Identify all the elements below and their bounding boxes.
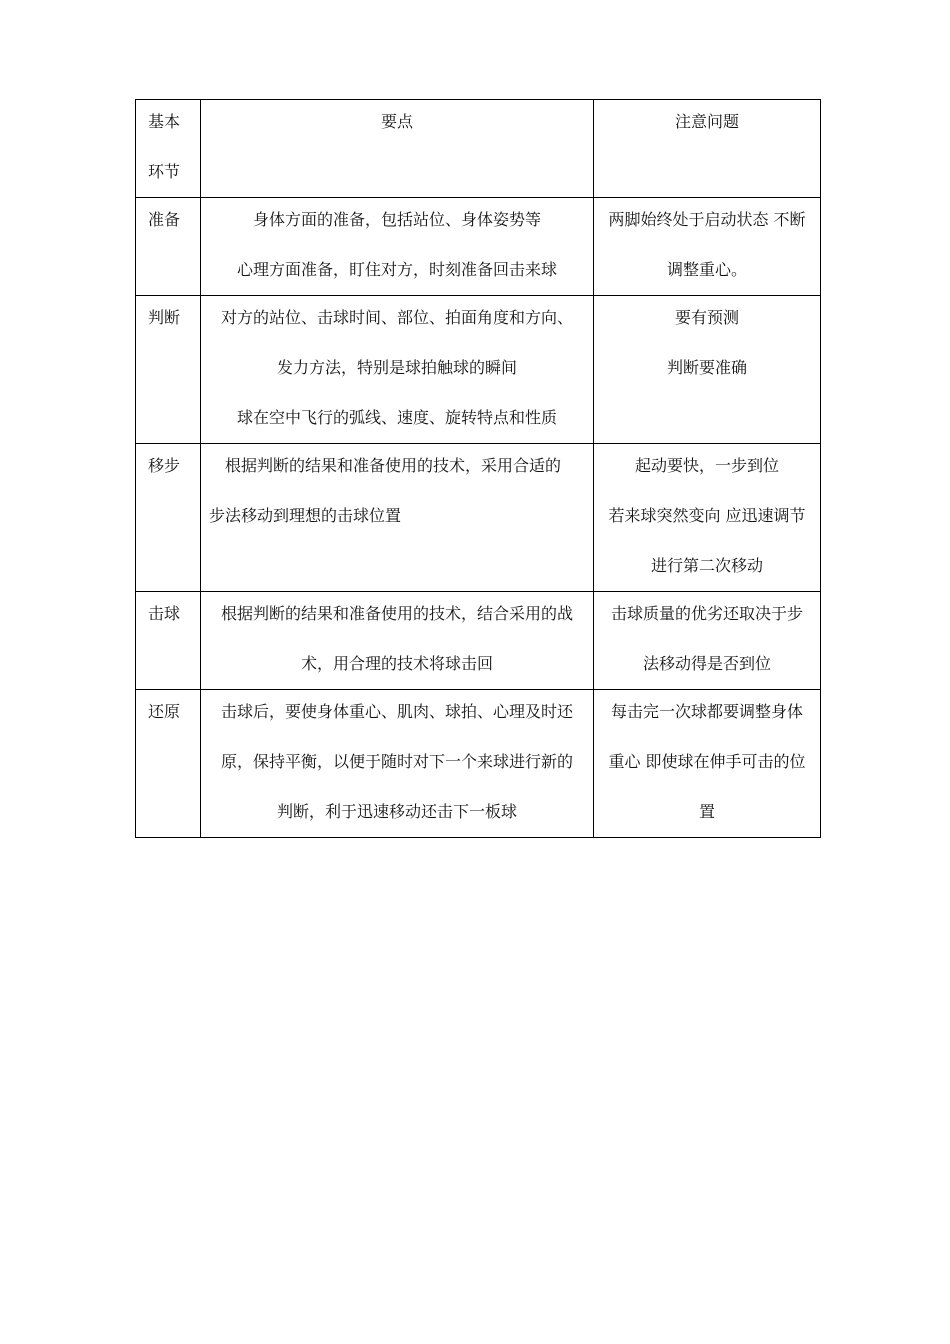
- stage-cell: [136, 296, 201, 444]
- stage-cell: [136, 690, 201, 838]
- table-row: [136, 296, 821, 444]
- points-line: 判断，利于迅速移动还击下一板球: [276, 802, 517, 821]
- points-line: 球在空中飞行的弧线、速度、旋转特点和性质: [236, 408, 557, 427]
- table-row: [136, 690, 821, 838]
- technique-table: [135, 99, 821, 838]
- notes-line: 法移动得是否到位: [642, 654, 771, 673]
- notes-line: 两脚始终处于启动状态 不断: [608, 210, 806, 229]
- header-points-line-1: 要点: [380, 112, 413, 131]
- table-row: [136, 592, 821, 690]
- stage-label: 移步: [148, 456, 181, 475]
- header-notes-line-1: 注意问题: [674, 112, 739, 131]
- points-line: 原，保持平衡，以便于随时对下一个来球进行新的: [220, 752, 573, 771]
- notes-line: 起动要快，一步到位: [634, 456, 779, 475]
- points-line: 对方的站位、击球时间、部位、拍面角度和方向、: [220, 308, 573, 327]
- stage-label: 判断: [148, 308, 181, 327]
- notes-line: 进行第二次移动: [650, 556, 763, 575]
- notes-line: 要有预测: [674, 308, 739, 327]
- stage-label: 准备: [148, 210, 181, 229]
- table-row: [136, 444, 821, 592]
- points-line: 术，用合理的技术将球击回: [300, 654, 493, 673]
- notes-line: 置: [698, 802, 715, 821]
- header-stage-line-1: 基本: [148, 112, 181, 131]
- notes-cell: [594, 690, 821, 838]
- points-line: 击球后，要使身体重心、肌肉、球拍、心理及时还: [220, 702, 573, 721]
- notes-line: 若来球突然变向 应迅速调节: [608, 506, 806, 525]
- notes-line: 重心 即使球在伸手可击的位: [608, 752, 806, 771]
- table-header-row: [136, 100, 821, 198]
- stage-label: 击球: [148, 604, 181, 623]
- points-cell: [201, 296, 594, 444]
- points-line: 根据判断的结果和准备使用的技术，结合采用的战: [220, 604, 573, 623]
- notes-cell: [594, 296, 821, 444]
- header-points-cell: [201, 100, 594, 198]
- points-line: 步法移动到理想的击球位置: [209, 506, 402, 525]
- table-row: [136, 198, 821, 296]
- points-line: 发力方法，特别是球拍触球的瞬间: [276, 358, 517, 377]
- notes-cell: [594, 444, 821, 592]
- notes-cell: [594, 198, 821, 296]
- header-notes-cell: [594, 100, 821, 198]
- points-line: 身体方面的准备，包括站位、身体姿势等: [252, 210, 541, 229]
- points-cell: [201, 690, 594, 838]
- stage-cell: [136, 592, 201, 690]
- points-cell: [201, 198, 594, 296]
- stage-cell: [136, 198, 201, 296]
- notes-line: 判断要准确: [666, 358, 747, 377]
- header-stage-line-2: 环节: [148, 162, 181, 181]
- points-cell: [201, 592, 594, 690]
- points-line: 心理方面准备，盯住对方，时刻准备回击来球: [236, 260, 557, 279]
- notes-line: 击球质量的优劣还取决于步: [610, 604, 803, 623]
- notes-line: 每击完一次球都要调整身体: [610, 702, 803, 721]
- points-cell: [201, 444, 594, 592]
- notes-cell: [594, 592, 821, 690]
- stage-cell: [136, 444, 201, 592]
- points-line: 根据判断的结果和准备使用的技术，采用合适的: [225, 456, 562, 475]
- header-stage-cell: [136, 100, 201, 198]
- notes-line: 调整重心。: [666, 260, 747, 279]
- stage-label: 还原: [148, 702, 181, 721]
